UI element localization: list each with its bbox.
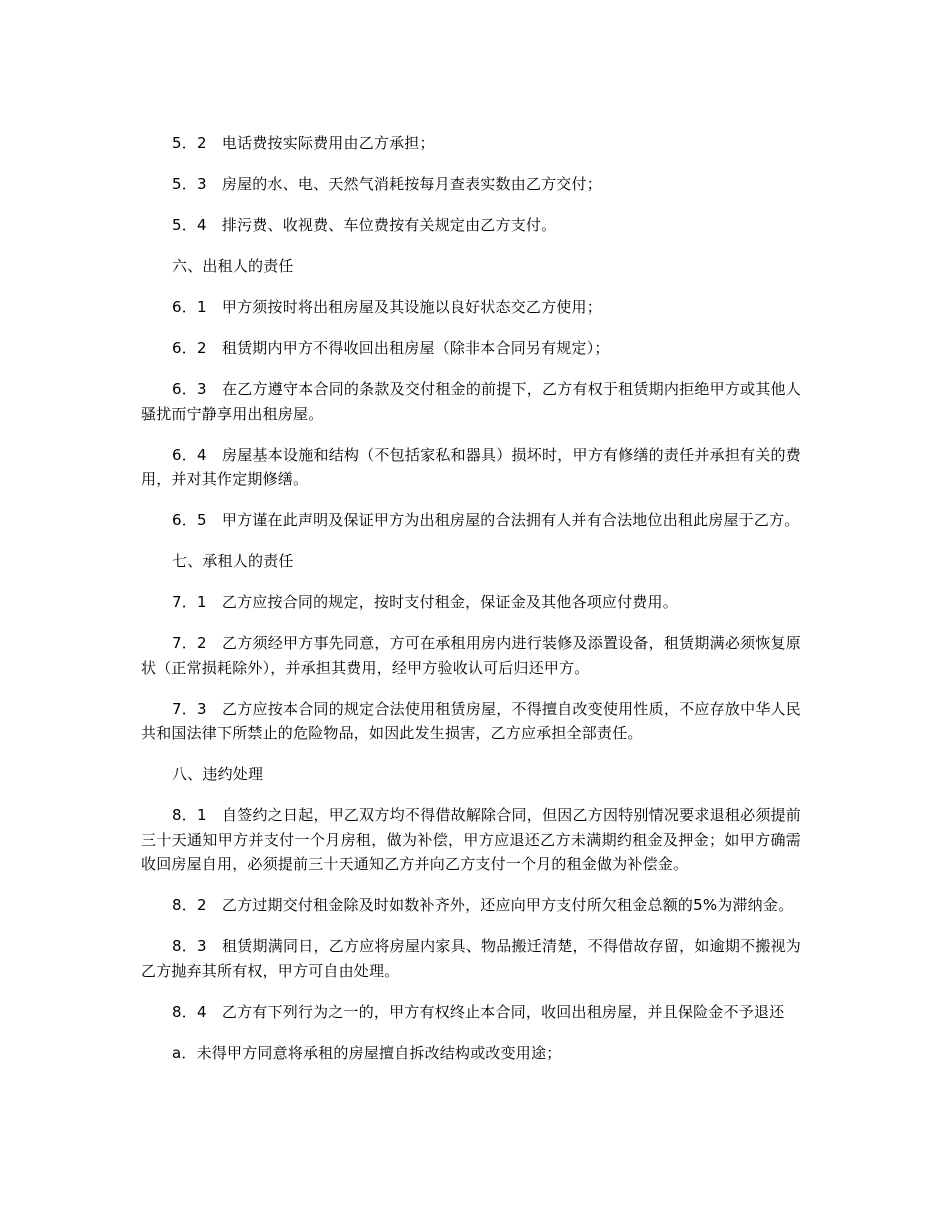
clause-8-1: 8．1 自签约之日起，甲乙双方均不得借故解除合同，但因乙方因特别情况要求退租必须提前三十天通知甲方并支付一个月房租，做为补偿，甲方应退还乙方未满期约租金及押金；如甲方确需收回房屋自用，必须提前三十天通知乙方并向乙方支付一个月的租金做为补偿金。 — [141, 806, 801, 873]
clause-6-3: 6．3 在乙方遵守本合同的条款及交付租金的前提下，乙方有权于租赁期内拒绝甲方或其他人骚扰而宁静享用出租房屋。 — [141, 380, 801, 423]
clause-7-3: 7．3 乙方应按本合同的规定合法使用租赁房屋，不得擅自改变使用性质，不应存放中华人民共和国法律下所禁止的危险物品，如因此发生损害，乙方应承担全部责任。 — [141, 699, 801, 742]
clause-6-2: 6．2 租赁期内甲方不得收回出租房屋（除非本合同另有规定）； — [172, 339, 610, 357]
clause-7-1: 7．1 乙方应按合同的规定，按时支付租金，保证金及其他各项应付费用。 — [172, 593, 678, 611]
clause-6-1: 6．1 甲方须按时将出租房屋及其设施以良好状态交乙方使用； — [172, 298, 602, 316]
document-body — [141, 131, 801, 1082]
clause-7-2: 7．2 乙方须经甲方事先同意，方可在承租用房内进行装修及添置设备，租赁期满必须恢复原状（正常损耗除外），并承担其费用，经甲方验收认可后归还甲方。 — [141, 634, 801, 677]
section-heading-6: 六、出租人的责任 — [172, 257, 294, 275]
clause-5-3: 5．3 房屋的水、电、天然气消耗按每月查表实数由乙方交付； — [172, 175, 602, 193]
clause-8-2: 8．2 乙方过期交付租金除及时如数补齐外，还应向甲方支付所欠租金总额的5%为滞纳金。 — [172, 896, 794, 914]
section-heading-7: 七、承租人的责任 — [172, 552, 294, 570]
clause-8-3: 8．3 租赁期满同日，乙方应将房屋内家具、物品搬迁清楚，不得借故存留，如逾期不搬视为乙方抛弃其所有权，甲方可自由处理。 — [141, 937, 801, 980]
clause-5-4: 5．4 排污费、收视费、车位费按有关规定由乙方支付。 — [172, 216, 557, 234]
clause-6-4: 6．4 房屋基本设施和结构（不包括家私和器具）损坏时，甲方有修缮的责任并承担有关的费用，并对其作定期修缮。 — [141, 445, 801, 488]
clause-5-2: 5．2 电话费按实际费用由乙方承担； — [172, 134, 435, 152]
clause-6-5: 6．5 甲方谨在此声明及保证甲方为出租房屋的合法拥有人并有合法地位出租此房屋于乙方。 — [172, 511, 800, 529]
section-heading-8: 八、违约处理 — [172, 765, 264, 783]
clause-8-4: 8．4 乙方有下列行为之一的，甲方有权终止本合同，收回出租房屋，并且保险金不予退还 — [172, 1002, 785, 1021]
clause-8-4-a: a．未得甲方同意将承租的房屋擅自拆改结构或改变用途； — [172, 1043, 562, 1062]
